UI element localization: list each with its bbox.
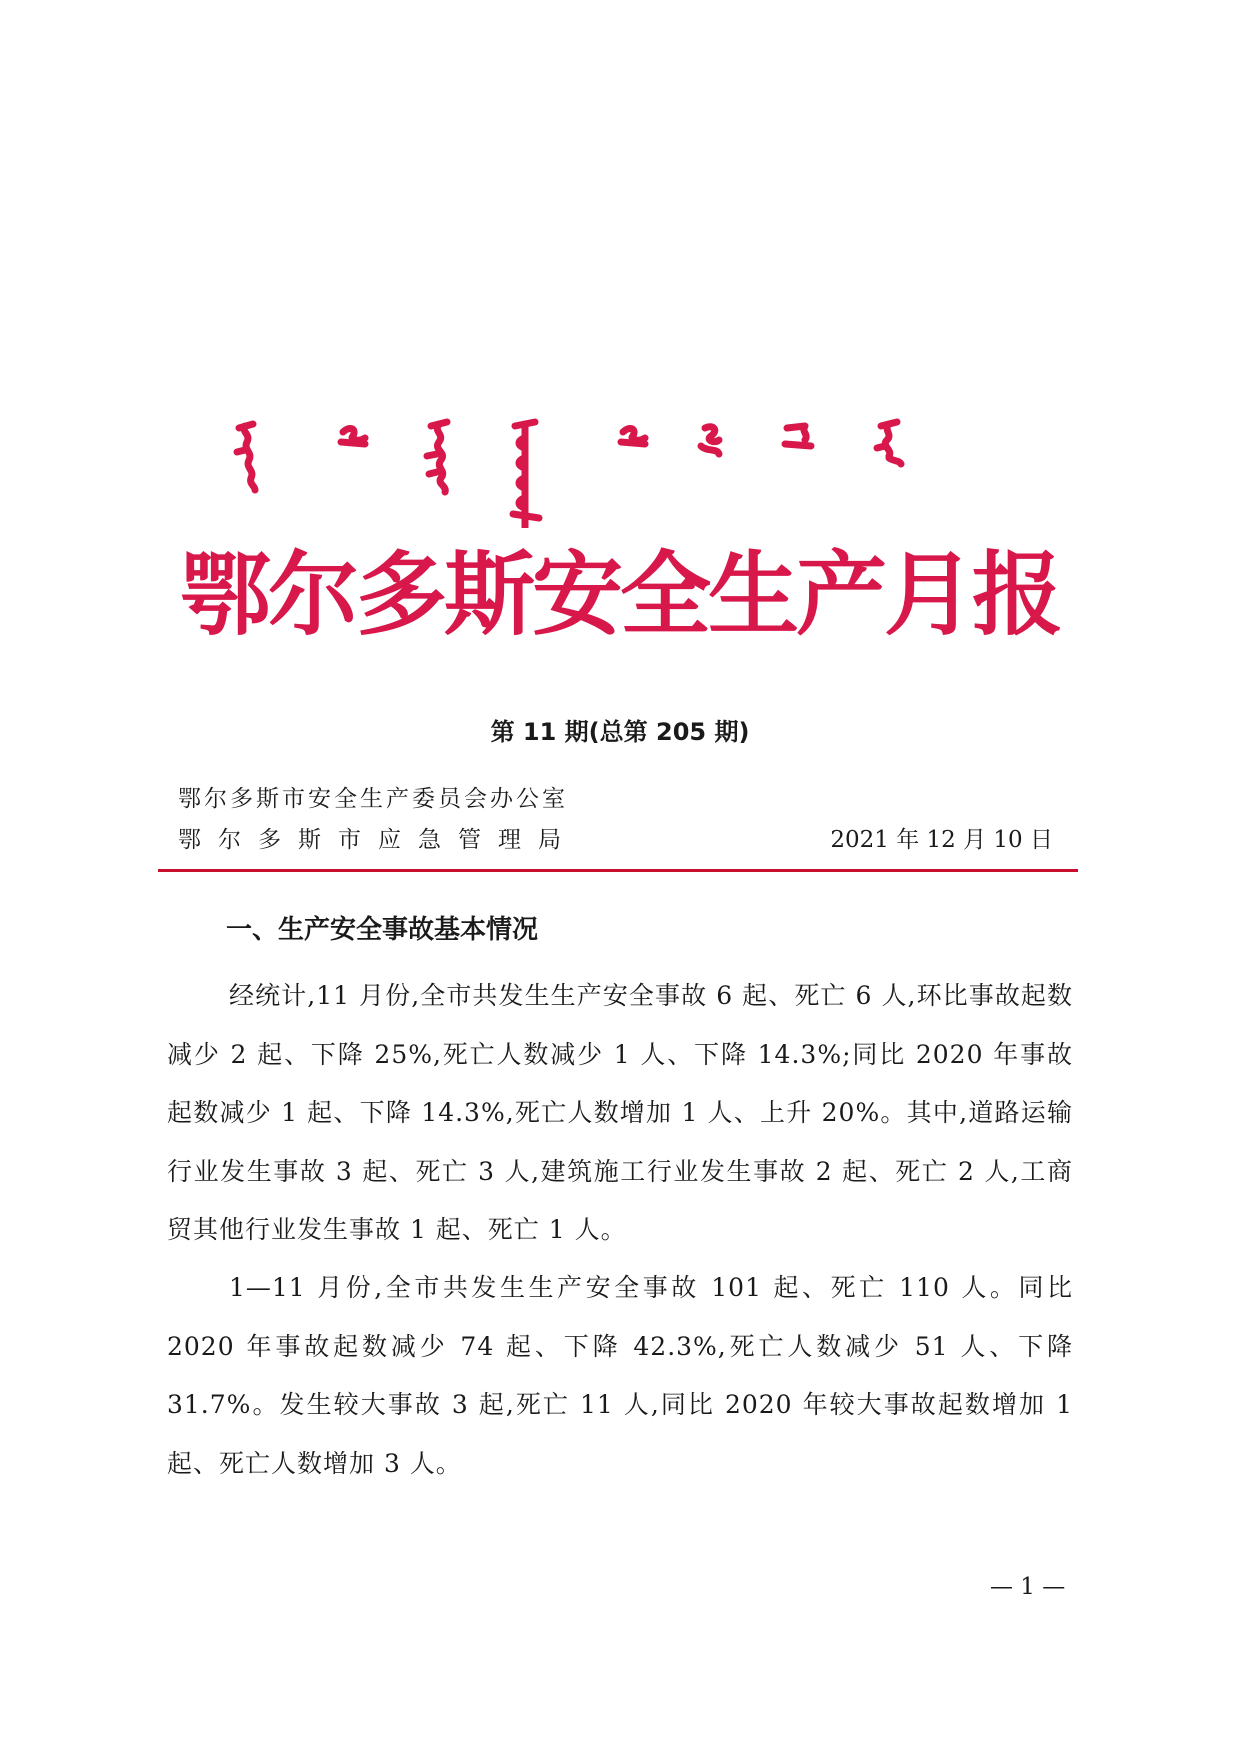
body-paragraph: 经统计,11 月份,全市共发生生产安全事故 6 起、死亡 6 人,环比事故起数减少 2 起、下降 25%,死亡人数减少 1 人、下降 14.3%;同比 2020 年事故起数减少 1 起、下降 14.3%,死亡人数增加 1 人、上升 20%。其中,道路运输行业发生事故 3 起、死亡 3 人,建筑施工行业发生事故 2 起、死亡 2 人,工商贸其他行业发生事故 1 起、死亡 1 人。 [167,981,1073,1244]
red-divider-rule [158,869,1078,872]
mongolian-masthead [225,418,1025,528]
issuer-committee-office: 鄂尔多斯市安全生产委员会办公室 [178,786,568,812]
issue-number: 第 11 期(总第 205 期) [490,718,750,746]
body-paragraph: 1—11 月份,全市共发生生产安全事故 101 起、死亡 110 人。同比 2020 年事故起数减少 74 起、下降 42.3%,死亡人数减少 51 人、下降 31.7%。发生较大事故 3 起,死亡 11 人,同比 2020 年较大事故起数增加 1 起、死亡人数增加 3 人。 [167,1273,1073,1478]
page-number: — 1 — [990,1574,1066,1600]
masthead-title: 鄂尔多斯安全生产月报 [179,543,1060,648]
issuer-emergency-bureau: 鄂尔多斯市应急管理局 [178,827,578,853]
section-heading: 一、生产安全事故基本情况 [226,915,539,945]
issue-date: 2021 年 12 月 10 日 [830,827,1053,853]
